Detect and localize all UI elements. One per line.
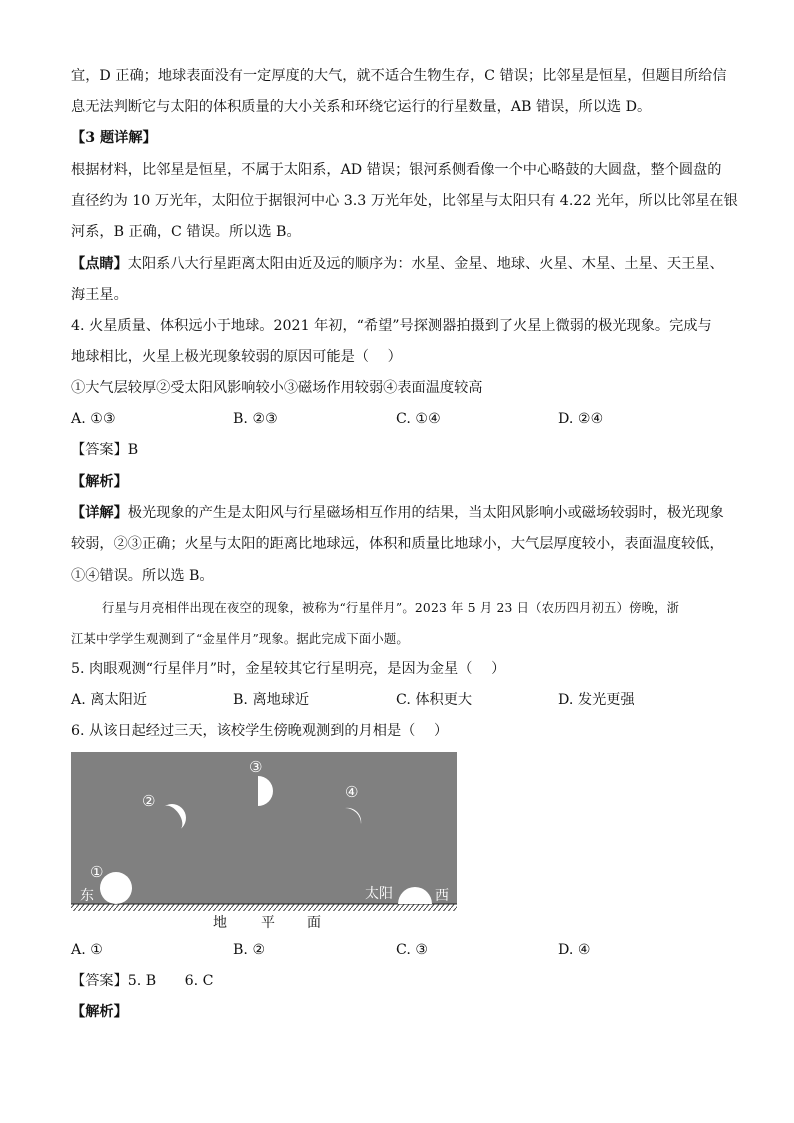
- q4-option-a: A. ①③: [71, 411, 116, 427]
- passage-line: 行星与月亮相伴出现在夜空的现象，被称为“行星伴月”。2023 年 5 月 23 日（农历四月初五）傍晚，浙: [102, 601, 680, 615]
- label-west: 西: [435, 888, 449, 904]
- question-4-items: ①大气层较厚②受太阳风影响较小③磁场作用较弱④表面温度较高: [71, 380, 483, 396]
- q4-option-b: B. ②③: [233, 411, 278, 427]
- label-m1: ①: [90, 863, 104, 881]
- moon-1-full: [100, 872, 132, 904]
- q56-analysis-heading: 【解析】: [71, 1004, 128, 1020]
- label-m3: ③: [249, 758, 263, 776]
- q4-option-c: C. ①④: [396, 411, 441, 427]
- ground-label-3: 面: [307, 915, 321, 931]
- question-4: 4. 火星质量、体积远小于地球。2021 年初，“希望”号探测器拍摄到了火星上微弱的极光现象。完成与: [71, 318, 712, 334]
- label-east: 东: [80, 888, 94, 904]
- label-m2: ②: [142, 792, 156, 810]
- q6-option-b: B. ②: [233, 942, 266, 958]
- text-line: 直径约为 10 万光年，太阳位于据银河中心 3.3 万光年处，比邻星与太阳只有 4.22 光年，所以比邻星在银: [71, 193, 738, 209]
- text-line: 息无法判断它与太阳的体积质量的大小关系和环绕它运行的行星数量，AB 错误，所以选 D。: [71, 99, 652, 115]
- text-line: ①④错误。所以选 B。: [71, 568, 214, 584]
- text-line: 根据材料，比邻星是恒星，不属于太阳系，AD 错误；银河系侧看像一个中心略鼓的大圆盘，整个圆盘的: [71, 162, 722, 178]
- q5-option-d: D. 发光更强: [558, 692, 635, 708]
- label-m4: ④: [345, 783, 359, 801]
- question-4-cont: 地球相比，火星上极光现象较弱的原因可能是（ ）: [71, 349, 402, 365]
- q5-option-c: C. 体积更大: [396, 692, 473, 708]
- xiangjie-text: 极光现象的产生是太阳风与行星磁场相互作用的结果，当太阳风影响小或磁场较弱时，极光现象: [127, 505, 724, 521]
- text-line: 海王星。: [71, 287, 128, 303]
- question-6: 6. 从该日起经过三天，该校学生傍晚观测到的月相是（ ）: [71, 723, 449, 739]
- ground-hatch: [71, 904, 457, 911]
- section-heading: 【3 题详解】: [71, 130, 157, 146]
- text-line: [71, 503, 724, 523]
- text-line: 宜，D 正确；地球表面没有一定厚度的大气，就不适合生物生存，C 错误；比邻星是恒星，但题目所给信: [71, 68, 727, 84]
- q4-option-d: D. ②④: [558, 411, 604, 427]
- q4-analysis-heading: 【解析】: [71, 474, 128, 490]
- ground-label-2: 平: [261, 915, 275, 931]
- text-line: 河系，B 正确，C 错误。所以选 B。: [71, 224, 301, 240]
- q6-option-c: C. ③: [396, 942, 429, 958]
- text-line: 较弱，②③正确；火星与太阳的距离比地球远，体积和质量比地球小，大气层厚度较小，表面温度较低，: [71, 536, 724, 552]
- q56-answer: 【答案】5. B 6. C: [71, 973, 214, 989]
- text-line: [71, 254, 724, 274]
- dianjing-tag: 【点睛】: [71, 256, 128, 272]
- question-5: 5. 肉眼观测“行星伴月”时，金星较其它行星明亮，是因为金星（ ）: [71, 661, 506, 677]
- q6-option-a: A. ①: [71, 942, 103, 958]
- ground-label-1: 地: [213, 915, 227, 931]
- dianjing-text: 太阳系八大行星距离太阳由近及远的顺序为：水星、金星、地球、火星、木星、土星、天王星、: [127, 256, 724, 272]
- q5-option-b: B. 离地球近: [233, 692, 310, 708]
- q4-answer: 【答案】B: [71, 442, 139, 458]
- passage-line: 江某中学学生观测到了“金星伴月”现象。据此完成下面小题。: [71, 632, 409, 646]
- q6-option-d: D. ④: [558, 942, 591, 958]
- moon-phase-figure: [71, 752, 457, 912]
- xiangjie-tag: 【详解】: [71, 505, 128, 521]
- q5-option-a: A. 离太阳近: [71, 692, 148, 708]
- label-sun: 太阳: [365, 886, 393, 902]
